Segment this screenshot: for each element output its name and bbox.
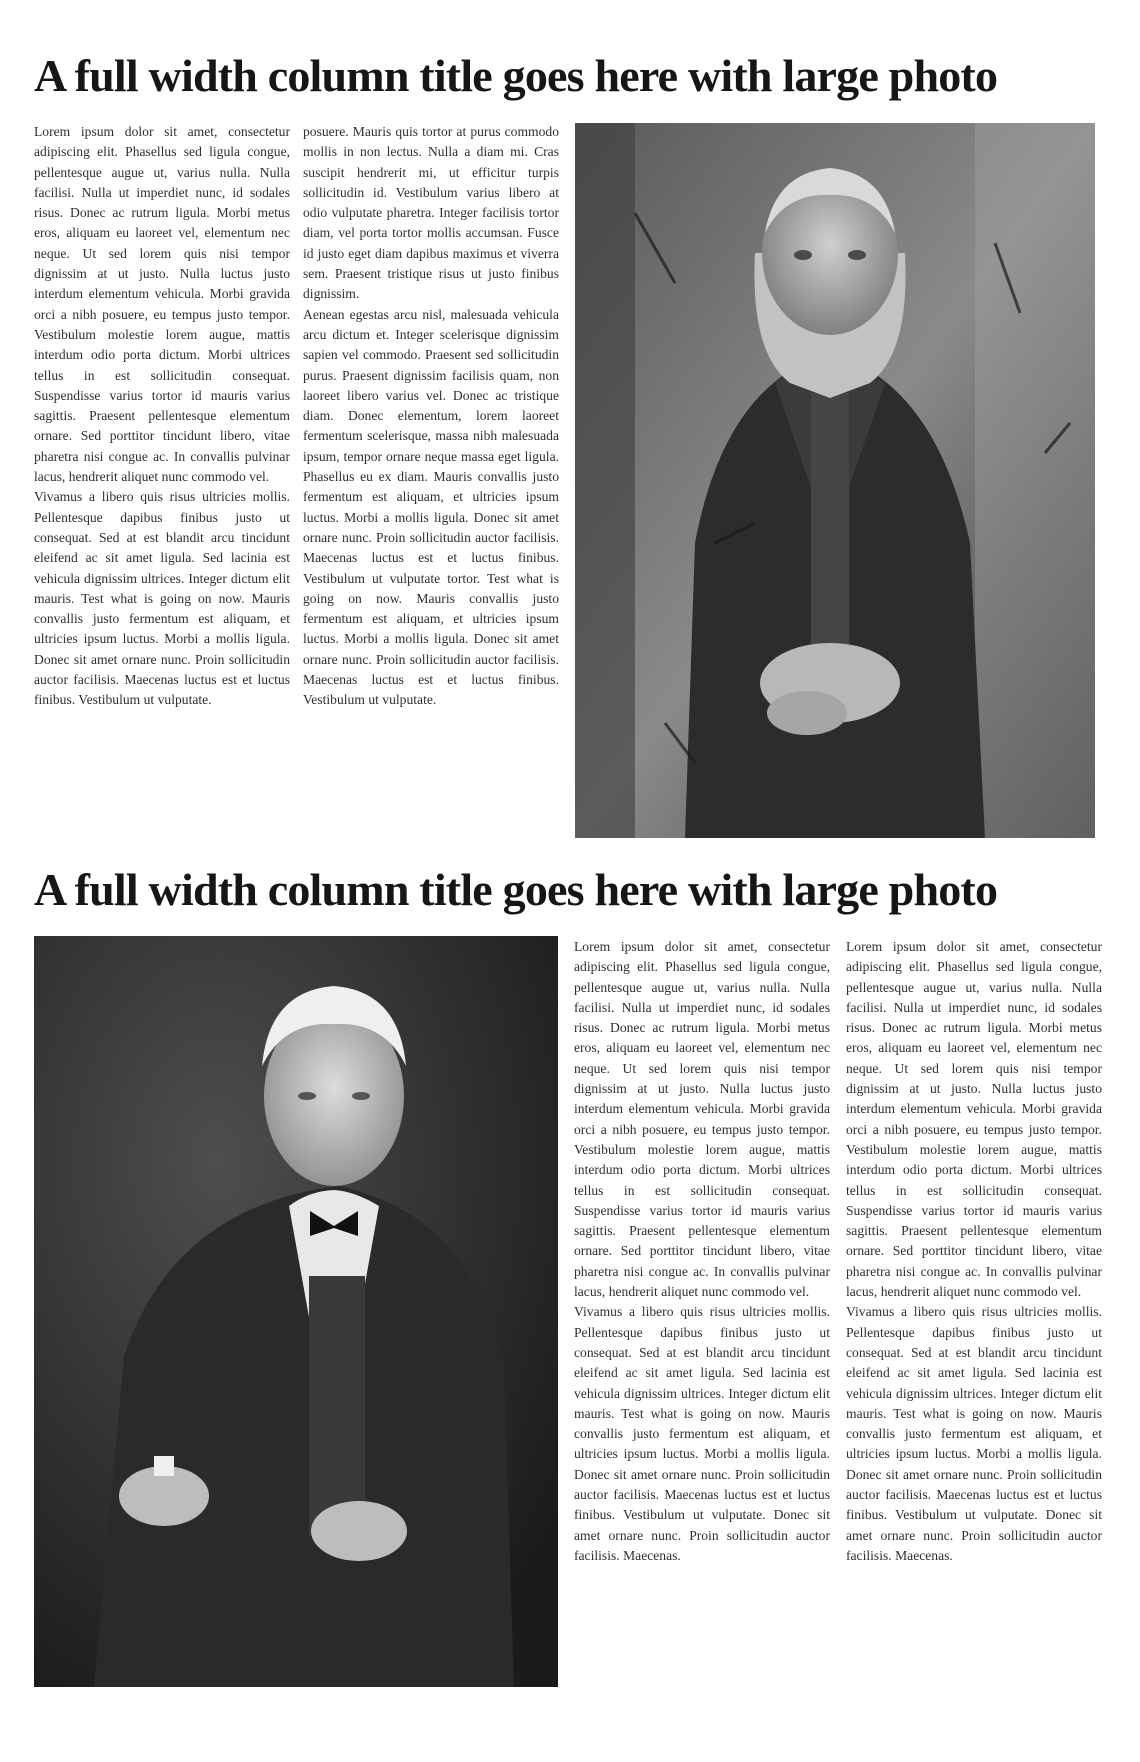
section2-col1-paragraph-2: Vivamus a libero quis risus ultricies mollis. Pellentesque dapibus finibus justo ut consequat. Sed at est blandit arcu tincidunt eleifend ac sit amet ligula. Sed lacinia est vehicula dignissim ultrices. Integer dictum elit mauris. Test what is going on now. Mauris convallis justo fermentum est aliquam, et ultricies ipsum luctus. Morbi a mollis ligula. Donec sit amet ornare nunc. Proin sollicitudin auctor facilisis. Maecenas luctus est et luctus finibus. Vestibulum ut vulputate. Donec sit amet ornare nunc. Proin sollicitudin auctor facilisis. Maecenas. [574,1304,830,1563]
section2-col2-paragraph-1: Lorem ipsum dolor sit amet, consectetur adipiscing elit. Phasellus sed ligula congue, pellentesque augue ut, varius nulla. Nulla facilisi. Nulla ut imperdiet nunc, id sodales risus. Donec ac rutrum ligula. Morbi metus eros, aliquam eu laoreet vel, elementum nec neque. Ut sed lorem quis nisi tempor dignissim at ut justo. Nulla luctus justo interdum elementum vehicula. Morbi gravida orci a nibh posuere, eu tempus justo tempor. Vestibulum molestie lorem augue, mattis interdum odio porta dictum. Morbi ultrices tellus in est sollicitudin consequat. Suspendisse varius tortor id mauris varius sagittis. Praesent pellentesque elementum ornare. Sed porttitor tincidunt libero, vitae pharetra nisi congue ac. In convallis pulvinar lacus, hendrerit aliquet nunc commodo vel. [846,939,1102,1300]
section2-col1-paragraph-1: Lorem ipsum dolor sit amet, consectetur adipiscing elit. Phasellus sed ligula congue, pellentesque augue ut, varius nulla. Nulla facilisi. Nulla ut imperdiet nunc, id sodales risus. Donec ac rutrum ligula. Morbi metus eros, aliquam eu laoreet vel, elementum nec neque. Ut sed lorem quis nisi tempor dignissim at ut justo. Nulla luctus justo interdum elementum vehicula. Morbi gravida orci a nibh posuere, eu tempus justo tempor. Vestibulum molestie lorem augue, mattis interdum odio porta dictum. Morbi ultrices tellus in est sollicitudin consequat. Suspendisse varius tortor id mauris varius sagittis. Praesent pellentesque elementum ornare. Sed porttitor tincidunt libero, vitae pharetra nisi congue ac. In convallis pulvinar lacus, hendrerit aliquet nunc commodo vel. [574,939,830,1300]
section1-col1-paragraph-1: Lorem ipsum dolor sit amet, consectetur adipiscing elit. Phasellus sed ligula congue, pellentesque augue ut, varius nulla. Nulla facilisi. Nulla ut imperdiet nunc, id sodales risus. Donec ac rutrum ligula. Morbi metus eros, aliquam eu laoreet vel, elementum nec neque. Ut sed lorem quis nisi tempor dignissim at ut justo. Nulla luctus justo interdum elementum vehicula. Morbi gravida orci a nibh posuere, eu tempus justo tempor. Vestibulum molestie lorem augue, mattis interdum odio porta dictum. Morbi ultrices tellus in est sollicitudin consequat. Suspendisse varius tortor id mauris varius sagittis. Praesent pellentesque elementum ornare. Sed porttitor tincidunt libero, vitae pharetra nisi congue ac. In convallis pulvinar lacus, hendrerit aliquet nunc commodo vel. [34,124,290,485]
section1-column-1 [34,122,290,711]
section1-col2-paragraph-2: Aenean egestas arcu nisl, malesuada vehicula arcu dictum et. Integer scelerisque dignissim sapien vel commodo. Praesent sed sollicitudin purus. Praesent dignissim facilisis quam, non laoreet libero varius vel. Donec ac tristique diam. Donec elementum, lorem laoreet fermentum scelerisque, massa nibh malesuada ipsum, tempor ornare neque massa eget ligula. Phasellus eu ex diam. Mauris convallis justo fermentum est aliquam, et ultricies ipsum luctus. Morbi a mollis ligula. Donec sit amet ornare nunc. Proin sollicitudin auctor facilisis. Maecenas luctus est et luctus finibus. Vestibulum ut vulputate tortor. Test what is going on now. Mauris convallis justo fermentum est aliquam, et ultricies ipsum luctus. Morbi a mollis ligula. Donec sit amet ornare nunc. Proin sollicitudin auctor facilisis. Maecenas luctus est et luctus finibus. Vestibulum ut vulputate. [303,306,559,708]
section1-col1-paragraph-2: Vivamus a libero quis risus ultricies mollis. Pellentesque dapibus finibus justo ut consequat. Sed at est blandit arcu tincidunt eleifend ac sit amet ligula. Sed lacinia est vehicula dignissim ultrices. Integer dictum elit mauris. Test what is going on now. Mauris convallis justo fermentum est aliquam, et ultricies ipsum luctus. Morbi a mollis ligula. Donec sit amet ornare nunc. Proin sollicitudin auctor facilisis. Maecenas luctus est et luctus finibus. Vestibulum ut vulputate. [34,489,290,708]
section1-portrait-photo [575,123,1095,838]
section1-title: A full width column title goes here with large photo [34,50,998,101]
section2-col2-paragraph-2: Vivamus a libero quis risus ultricies mollis. Pellentesque dapibus finibus justo ut consequat. Sed at est blandit arcu tincidunt eleifend ac sit amet ligula. Sed lacinia est vehicula dignissim ultrices. Integer dictum elit mauris. Test what is going on now. Mauris convallis justo fermentum est aliquam, et ultricies ipsum luctus. Morbi a mollis ligula. Donec sit amet ornare nunc. Proin sollicitudin auctor facilisis. Maecenas luctus est et luctus finibus. Vestibulum ut vulputate. Donec sit amet ornare nunc. Proin sollicitudin auctor facilisis. Maecenas. [846,1304,1102,1563]
section2-column-2 [846,937,1102,1566]
section2-portrait-photo [34,936,558,1687]
section1-col2-paragraph-1: posuere. Mauris quis tortor at purus commodo mollis in non lectus. Nulla a diam mi. Cras suscipit hendrerit mi, ut efficitur turpis sollicitudin id. Vestibulum varius libero at odio vulputate pharetra. Integer facilisis tortor diam, vel porta tortor mollis accumsan. Fusce id justo eget diam dapibus maximus et viverra sem. Praesent tristique risus ut justo finibus dignissim. [303,124,559,302]
section2-title: A full width column title goes here with large photo [34,864,998,915]
section2-column-1 [574,937,830,1566]
section1-column-2 [303,122,559,711]
